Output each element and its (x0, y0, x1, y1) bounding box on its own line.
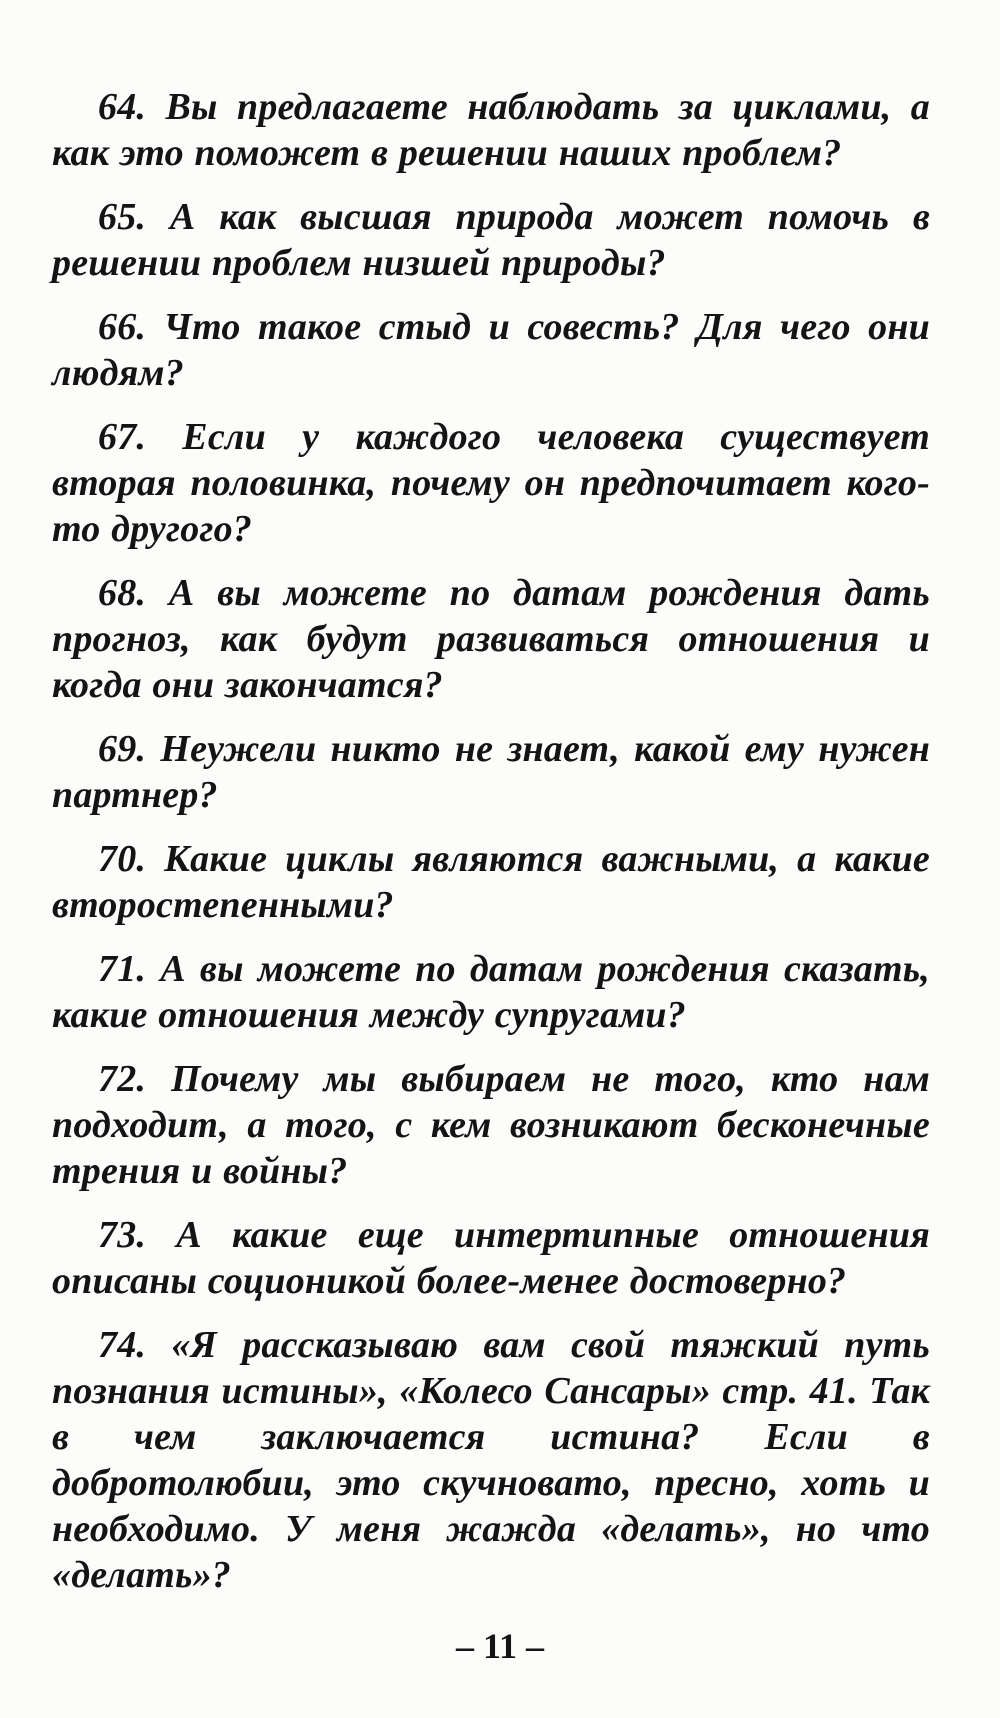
question-74: 74. «Я рассказываю вам свой тяжкий путь познания истины», «Колесо Сансары» стр. 41. Так в чем заключается истина? Если в добротолюбии, это скучновато, пресно, хоть и необходимо. У меня жажда «делать», но что «делать»? (52, 1324, 930, 1596)
question-70: 70. Какие циклы являются важными, а какие второстепенными? (52, 838, 930, 926)
question-68: 68. А вы можете по датам рождения дать прогноз, как будут развиваться отношения и когда они закончатся? (52, 572, 930, 706)
text-page (52, 84, 930, 1684)
question-69: 69. Неужели никто не знает, какой ему нужен партнер? (52, 728, 930, 816)
question-64: 64. Вы предлагаете наблюдать за циклами, а как это поможет в решении наших проблем? (52, 86, 930, 174)
question-72: 72. Почему мы выбираем не того, кто нам подходит, а того, с кем возникают бесконечные трения и войны? (52, 1058, 930, 1192)
question-71: 71. А вы можете по датам рождения сказать, какие отношения между супругами? (52, 948, 930, 1036)
question-67: 67. Если у каждого человека существует вторая половинка, почему он предпочитает кого-то другого? (52, 416, 930, 550)
question-66: 66. Что такое стыд и совесть? Для чего они людям? (52, 306, 930, 394)
question-73: 73. А какие еще интертипные отношения описаны соционикой более-менее достоверно? (52, 1214, 930, 1302)
question-65: 65. А как высшая природа может помочь в решении проблем низшей природы? (52, 196, 930, 284)
page-number: – 11 – (455, 1626, 544, 1666)
